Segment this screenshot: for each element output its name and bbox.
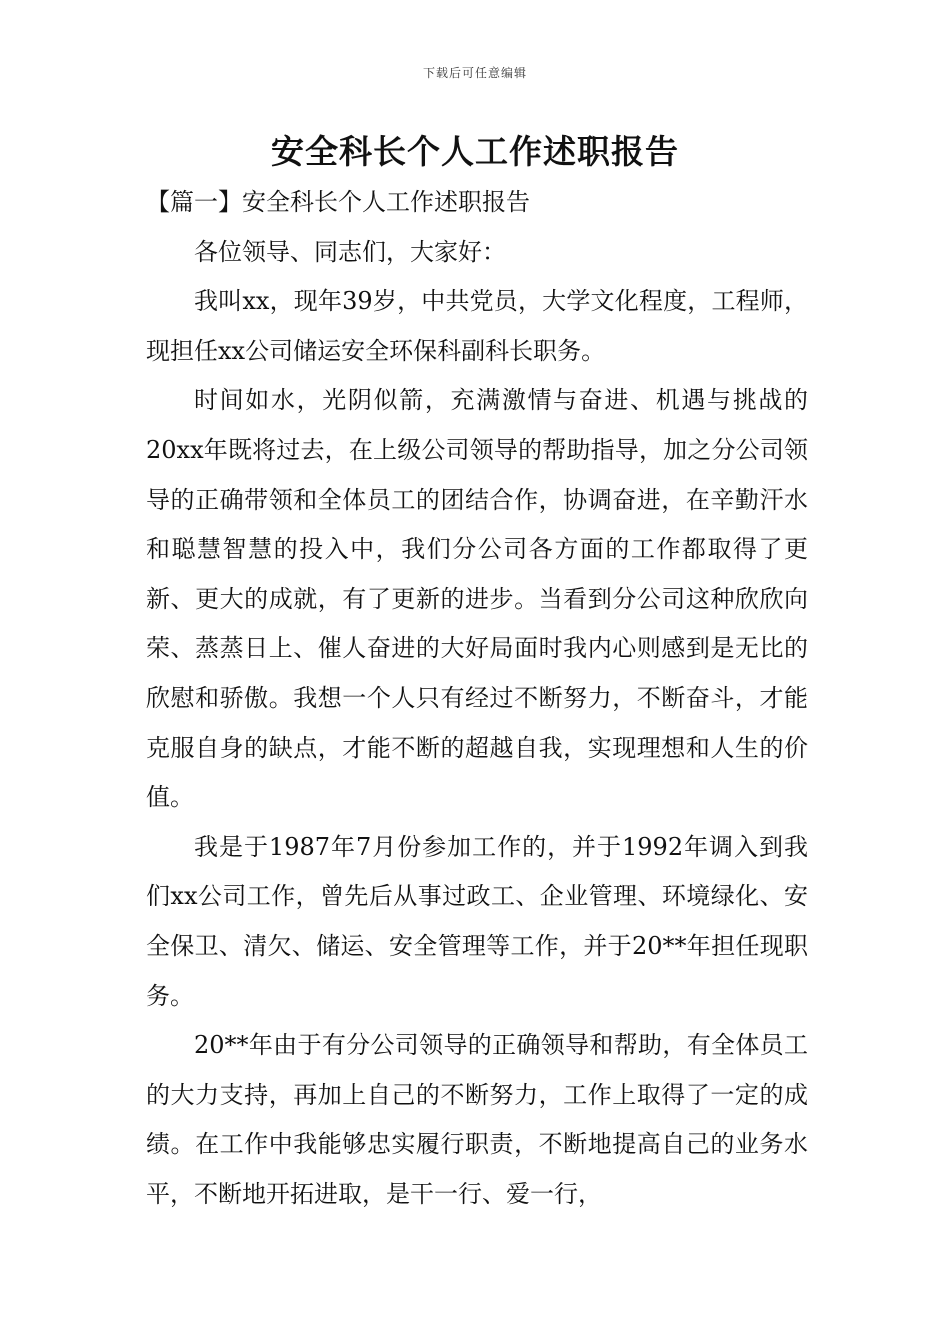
paragraph-intro: 我叫xx，现年39岁，中共党员，大学文化程度，工程师，现担任xx公司储运安全环保科副科长职务。 <box>146 287 808 365</box>
section-heading: 【篇一】安全科长个人工作述职报告 <box>146 188 530 216</box>
paragraph-career: 我是于1987年7月份参加工作的，并于1992年调入到我们xx公司工作，曾先后从事过政工、企业管理、环境绿化、安全保卫、清欠、储运、安全管理等工作，并于20**年担任现职务。 <box>146 832 808 1010</box>
header-note: 下载后可任意编辑 <box>422 66 527 80</box>
paragraph-reflection: 时间如水，光阴似箭，充满激情与奋进、机遇与挑战的20xx年既将过去，在上级公司领导的帮助指导，加之分公司领导的正确带领和全体员工的团结合作，协调奋进，在辛勤汗水和聪慧智慧的投入中，我们分公司各方面的工作都取得了更新、更大的成就，有了更新的进步。当看到分公司这种欣欣向荣、蒸蒸日上、催人奋进的大好局面时我内心则感到是无比的欣慰和骄傲。我想一个人只有经过不断努力，不断奋斗，才能克服自身的缺点，才能不断的超越自我，实现理想和人生的价值。 <box>146 386 808 812</box>
document-title: 安全科长个人工作述职报告 <box>271 132 679 171</box>
document-body <box>146 178 808 1219</box>
paragraph-greeting: 各位领导、同志们，大家好： <box>194 237 506 266</box>
paragraph-achievements: 20**年由于有分公司领导的正确领导和帮助，有全体员工的大力支持，再加上自己的不断努力，工作上取得了一定的成绩。在工作中我能够忠实履行职责，不断地提高自己的业务水平，不断地开拓进取，是干一行、爱一行， <box>146 1031 808 1208</box>
